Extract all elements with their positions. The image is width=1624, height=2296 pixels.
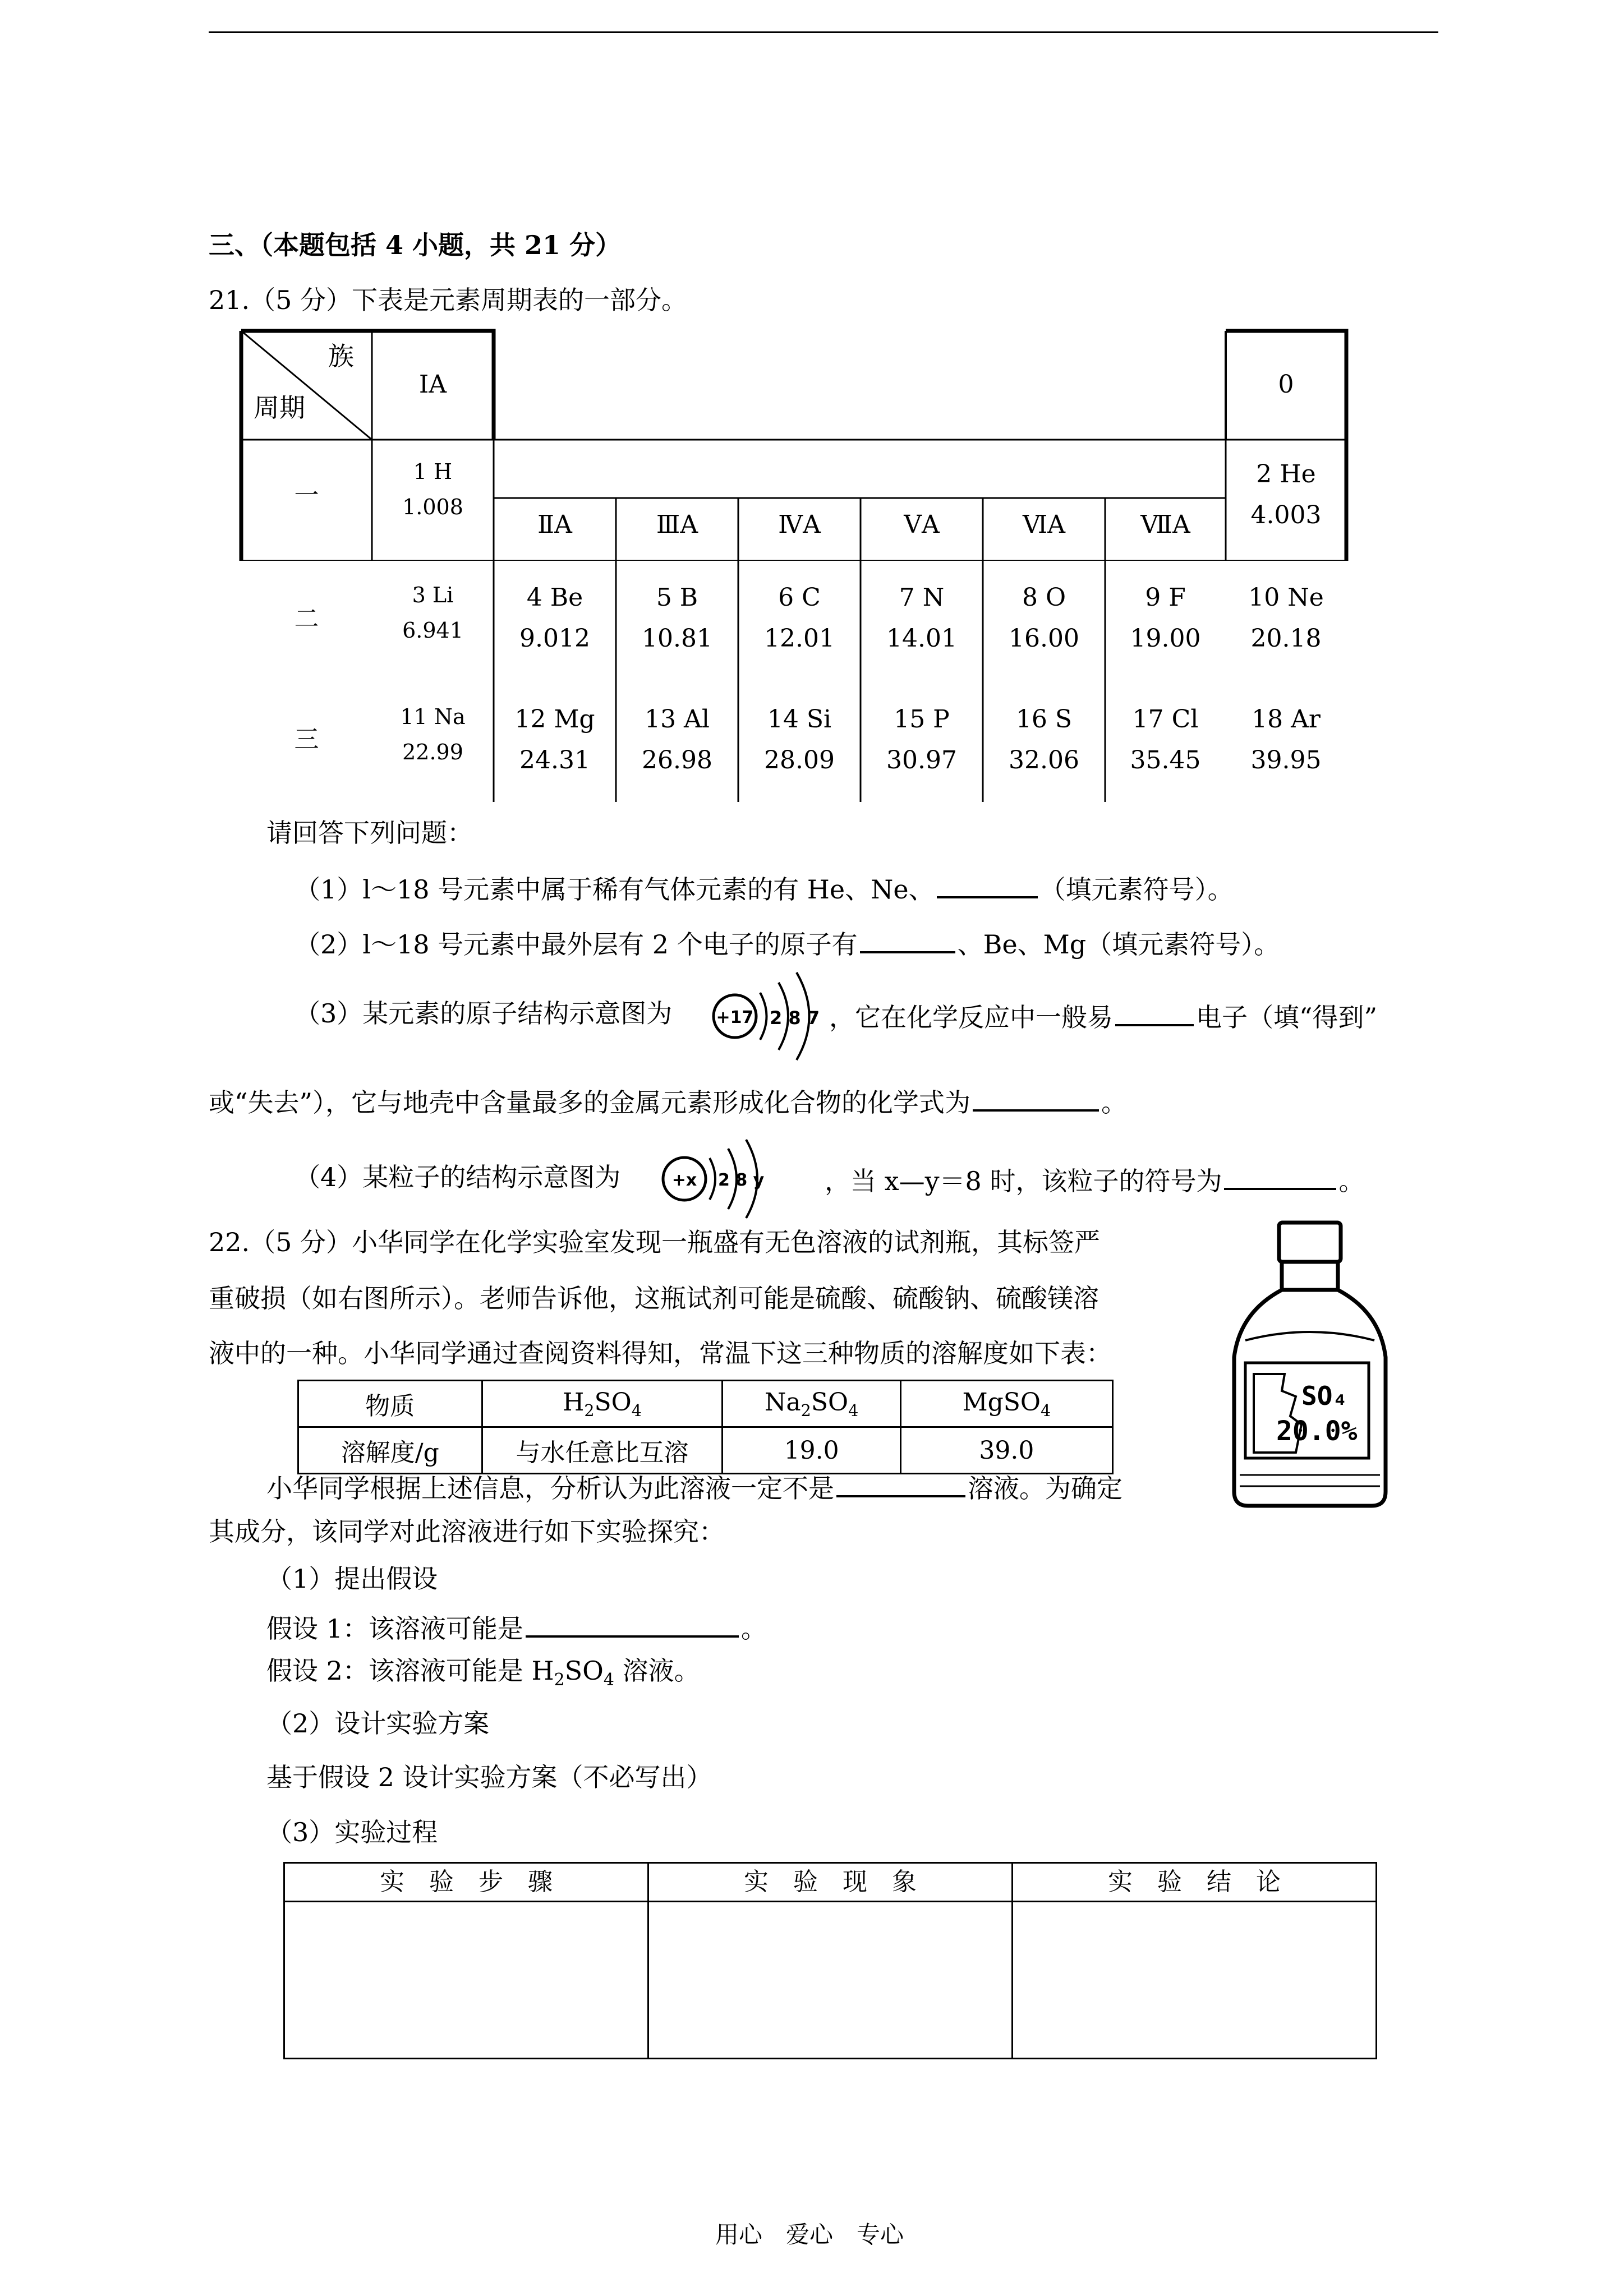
- element-mass: 12.01: [764, 624, 835, 653]
- q21-part3-text4: 或“失去”），它与地壳中含量最多的金属元素形成化合物的化学式为: [209, 1087, 971, 1118]
- period-2-label: 二: [294, 605, 319, 633]
- atom2-nucleus: +x: [671, 1170, 697, 1190]
- answer-blank[interactable]: [860, 925, 955, 953]
- q22-hyp1: [266, 1610, 767, 1644]
- answer-blank[interactable]: [973, 1084, 1099, 1112]
- group-1a-header: ⅠA: [418, 370, 447, 399]
- atom1-nucleus: +17: [716, 1008, 754, 1027]
- answer-blank[interactable]: [1115, 998, 1194, 1026]
- element-mass: 28.09: [764, 745, 835, 774]
- q21-part3-text2: ，它在化学反应中一般易: [829, 1002, 1113, 1032]
- q22-hyp2-tail: 溶液。: [622, 1656, 700, 1686]
- element-mass: 22.99: [402, 739, 463, 764]
- q22-step2: （2）设计实验方案: [266, 1708, 490, 1739]
- q22-hyp2: 假设 2：该溶液可能是 $H_2SO_4$ 溶液。: [266, 1656, 700, 1690]
- q21-part1-tail: （填元素符号）。: [1039, 874, 1234, 905]
- element-cell: [372, 699, 494, 769]
- element-cell: [1105, 699, 1226, 781]
- solubility-mgso4: 39.0: [900, 1427, 1112, 1474]
- element-mass: 35.45: [1130, 745, 1201, 774]
- atom2-shells: 2 8 y: [718, 1170, 765, 1190]
- element-cell: [738, 578, 861, 659]
- table-row: [284, 1863, 1377, 1902]
- element-cell: [1226, 699, 1346, 781]
- element-mass: 1.008: [402, 494, 463, 519]
- group-6a-header: ⅥA: [1022, 510, 1066, 539]
- element-symbol: 10 Ne: [1248, 583, 1324, 612]
- group-4a-header: ⅣA: [778, 510, 821, 539]
- q21-part3-line2: [209, 1084, 1127, 1118]
- q21-part1: [295, 870, 1234, 905]
- exp-cell-phenomena[interactable]: [648, 1902, 1013, 2059]
- section-title: 三、（本题包括 4 小题，共 21 分）: [209, 230, 622, 260]
- group-5a-header: ⅤA: [904, 510, 940, 539]
- particle-structure-diagram: [656, 1127, 785, 1239]
- q22-line2: 重破损（如右图所示）。老师告诉他，这瓶试剂可能是硫酸、硫酸钠、硫酸镁溶: [209, 1283, 1099, 1313]
- q22-line4-tail: 溶液。为确定: [968, 1473, 1122, 1504]
- header-group-label: 族: [328, 341, 354, 371]
- element-symbol: 1 H: [413, 459, 453, 484]
- element-cell: [616, 578, 738, 659]
- q22-step1: （1）提出假设: [266, 1564, 438, 1594]
- q22-hyp1-text: 假设 1：该溶液可能是: [266, 1613, 523, 1644]
- element-mass: 14.01: [886, 624, 957, 653]
- q22-step3: （3）实验过程: [266, 1817, 438, 1847]
- element-cell: [861, 699, 983, 781]
- element-cell: [372, 454, 494, 524]
- element-symbol: 17 Cl: [1132, 705, 1199, 734]
- q21-part1-text: （1）l～18 号元素中属于稀有气体元素的有 He、Ne、: [295, 874, 935, 905]
- element-symbol: 3 Li: [412, 583, 454, 607]
- element-cell: [983, 699, 1105, 781]
- q22-line5: 其成分，该同学对此溶液进行如下实验探究：: [209, 1516, 725, 1547]
- table-row: [298, 1381, 1113, 1427]
- element-cell: [983, 578, 1105, 659]
- element-symbol: 16 S: [1015, 705, 1073, 734]
- element-mass: 39.95: [1250, 745, 1322, 774]
- q21-prompt: 请回答下列问题：: [266, 818, 473, 848]
- element-mass: 10.81: [642, 624, 712, 653]
- element-cell: [1105, 578, 1226, 659]
- element-symbol: 13 Al: [645, 705, 710, 734]
- element-symbol: 8 O: [1022, 583, 1066, 612]
- element-symbol: 6 C: [778, 583, 821, 612]
- element-symbol: 14 Si: [767, 705, 832, 734]
- element-cell: [1226, 578, 1346, 659]
- element-symbol: 4 Be: [526, 583, 583, 612]
- atom-structure-diagram-chlorine: [707, 953, 836, 1082]
- element-symbol: 7 N: [899, 583, 945, 612]
- label-solubility: 溶解度/g: [298, 1427, 482, 1474]
- q21-part4-text2: ，当 x—y＝8 时，该粒子的符号为: [825, 1166, 1222, 1196]
- q21-part3-text: （3）某元素的原子结构示意图为: [295, 998, 673, 1029]
- group-3a-header: ⅢA: [656, 510, 698, 539]
- q21-part3-text3: 电子（填“得到”: [1196, 1002, 1378, 1032]
- q22-hyp2-text: 假设 2：该溶液可能是: [266, 1656, 523, 1686]
- experiment-table: [283, 1862, 1377, 2059]
- element-mass: 24.31: [519, 745, 590, 774]
- period-3-label: 三: [294, 725, 319, 754]
- q22-line3: 液中的一种。小华同学通过查阅资料得知，常温下这三种物质的溶解度如下表：: [209, 1338, 1112, 1368]
- table-row: [298, 1427, 1113, 1474]
- atom1-shells: 2 8 7: [770, 1007, 820, 1029]
- q21-part2-tail: 、Be、Mg（填元素符号）。: [957, 929, 1280, 960]
- element-cell: [861, 578, 983, 659]
- substance-na2so4: $Na_2SO_4$: [723, 1381, 900, 1427]
- answer-blank[interactable]: [1224, 1162, 1336, 1190]
- element-symbol: 5 B: [656, 583, 698, 612]
- element-symbol: 12 Mg: [514, 705, 595, 734]
- element-mass: 26.98: [642, 745, 712, 774]
- answer-blank[interactable]: [937, 870, 1038, 898]
- bottle-label-top: SO₄: [1301, 1381, 1349, 1411]
- q21-part4-text3: 。: [1338, 1166, 1365, 1196]
- element-symbol: 9 F: [1145, 583, 1186, 612]
- element-mass: 6.941: [402, 617, 463, 643]
- substance-mgso4: MgSO$_4$: [900, 1381, 1112, 1427]
- header-period-label: 周期: [254, 393, 305, 423]
- element-symbol: 18 Ar: [1252, 705, 1321, 734]
- q21-part4: [295, 1162, 620, 1193]
- q22-hyp1-tail: 。: [740, 1613, 767, 1644]
- element-mass: 32.06: [1009, 745, 1079, 774]
- element-mass: 20.18: [1250, 624, 1322, 653]
- element-cell: [494, 699, 616, 781]
- q21-part2-text: （2）l～18 号元素中最外层有 2 个电子的原子有: [295, 929, 858, 960]
- solubility-h2so4: 与水任意比互溶: [482, 1427, 723, 1474]
- element-cell: [494, 578, 616, 659]
- q21-part3-cont: [829, 998, 1377, 1033]
- element-mass: 30.97: [886, 745, 957, 774]
- exp-cell-conclusion[interactable]: [1013, 1902, 1377, 2059]
- group-7a-header: ⅦA: [1140, 510, 1190, 539]
- q21-part4-cont: [825, 1162, 1364, 1197]
- page-footer: 用心 爱心 专心: [715, 2221, 904, 2248]
- exp-header-steps: 实 验 步 骤: [284, 1863, 648, 1902]
- reagent-bottle-icon: [1223, 1211, 1397, 1525]
- substance-h2so4: $H_2SO_4$: [482, 1381, 723, 1427]
- q22-step2-detail: 基于假设 2 设计实验方案（不必写出）: [266, 1762, 712, 1792]
- answer-blank[interactable]: [526, 1610, 739, 1638]
- element-cell: [372, 578, 494, 648]
- element-symbol: 2 He: [1256, 460, 1316, 488]
- element-mass: 4.003: [1250, 500, 1322, 529]
- period-1-label: 一: [294, 481, 319, 510]
- element-symbol: 11 Na: [400, 704, 466, 729]
- group-2a-header: ⅡA: [537, 510, 572, 539]
- element-mass: 19.00: [1130, 624, 1201, 653]
- bottle-label-bottom: 20.0%: [1276, 1416, 1358, 1447]
- solubility-table: [297, 1380, 1114, 1474]
- q21-part4-text: （4）某粒子的结构示意图为: [295, 1162, 621, 1192]
- table-row: [284, 1902, 1377, 2059]
- element-cell: [1226, 454, 1346, 536]
- q21-part3: [295, 998, 672, 1029]
- answer-blank[interactable]: [836, 1469, 965, 1497]
- exp-cell-steps[interactable]: [284, 1902, 648, 2059]
- element-mass: 9.012: [519, 624, 590, 653]
- element-mass: 16.00: [1009, 624, 1079, 653]
- q22-line1: 22.（5 分）小华同学在化学实验室发现一瓶盛有无色溶液的试剂瓶，其标签严: [209, 1227, 1101, 1257]
- element-cell: [616, 699, 738, 781]
- q22-line4: [266, 1469, 1122, 1504]
- exp-header-phenomena: 实 验 现 象: [648, 1863, 1013, 1902]
- label-substance: 物质: [298, 1381, 482, 1427]
- solubility-na2so4: 19.0: [723, 1427, 900, 1474]
- exp-header-conclusion: 实 验 结 论: [1013, 1863, 1377, 1902]
- q22-line4-text: 小华同学根据上述信息，分析认为此溶液一定不是: [266, 1473, 834, 1504]
- q21-intro: 21.（5 分）下表是元素周期表的一部分。: [209, 285, 688, 315]
- q21-part3-text5: 。: [1101, 1087, 1128, 1118]
- group-0-header: 0: [1278, 370, 1294, 399]
- element-symbol: 15 P: [894, 705, 950, 734]
- element-cell: [738, 699, 861, 781]
